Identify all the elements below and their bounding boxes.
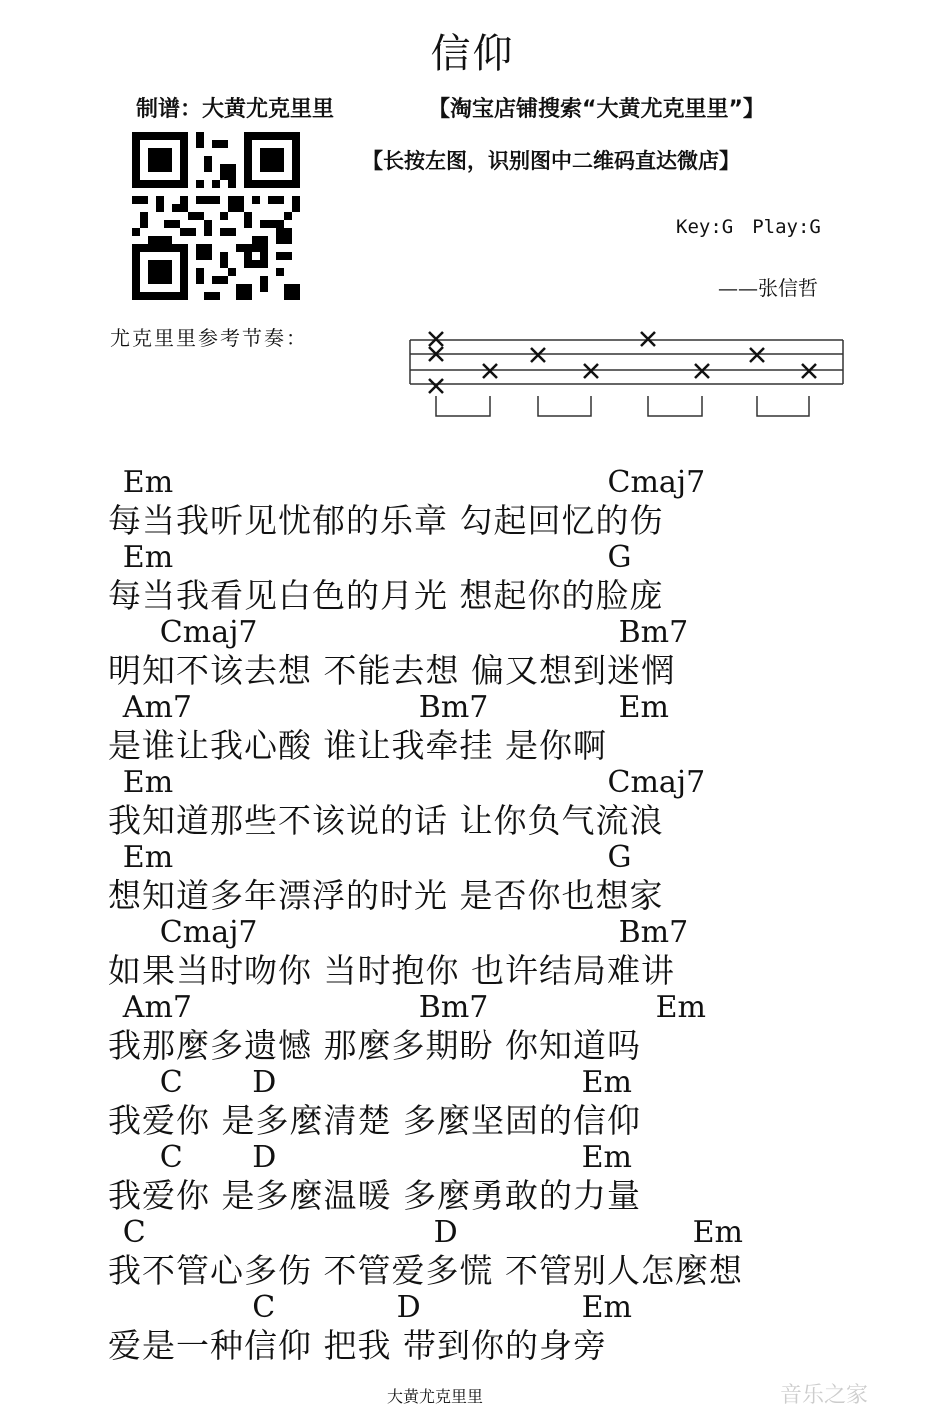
chord-symbol: C [252, 1290, 276, 1325]
lyric-line: 我爱你 是多麼温暖 多麼勇敢的力量 [108, 1176, 641, 1215]
footer-label: 大黄尤克里里 [386, 1387, 483, 1406]
chord-symbol: Em [655, 990, 706, 1025]
chord-symbol: D [252, 1065, 277, 1100]
qr-code-icon[interactable] [132, 132, 300, 300]
lyric-line: 明知不该去想 不能去想 偏又想到迷惘 [108, 651, 675, 690]
sheet-row [0, 1290, 945, 1365]
chord-symbol: D [433, 1215, 458, 1250]
chord-symbol: G [607, 540, 632, 575]
chord-symbol: Cmaj7 [159, 915, 258, 950]
singer-credit: ——张信哲 [718, 276, 818, 300]
sheet-row [0, 1215, 945, 1290]
chord-symbol: Am7 [122, 690, 192, 725]
chord-symbol: D [252, 1140, 277, 1175]
chord-line [0, 690, 945, 724]
sheet-row [0, 1140, 945, 1215]
lyric-line: 我知道那些不该说的话 让你负气流浪 [108, 801, 664, 840]
chord-line [0, 1140, 945, 1174]
sheet-row [0, 615, 945, 690]
sheet-row [0, 840, 945, 915]
chord-symbol: C [159, 1140, 183, 1175]
chord-symbol: Am7 [122, 990, 192, 1025]
shop-search-note: 【淘宝店铺搜索“大黄尤克里里”】 [428, 97, 765, 122]
chord-symbol: Cmaj7 [159, 615, 258, 650]
watermark-logo: 音乐之家 [780, 1383, 869, 1408]
chord-line [0, 465, 945, 499]
sheet-row [0, 990, 945, 1065]
chord-symbol: Bm7 [418, 990, 489, 1025]
chord-line [0, 540, 945, 574]
chord-symbol: Cmaj7 [607, 765, 706, 800]
lyric-line: 想知道多年漂浮的时光 是否你也想家 [108, 876, 664, 915]
chord-symbol: Bm7 [618, 615, 689, 650]
chord-line [0, 1215, 945, 1249]
chord-symbol: Em [581, 1065, 632, 1100]
chord-symbol: Em [122, 540, 174, 575]
lyric-line: 我爱你 是多麼清楚 多麼坚固的信仰 [108, 1101, 641, 1140]
chord-symbol: C [159, 1065, 183, 1100]
chord-symbol: Em [122, 465, 174, 500]
lyric-line: 我那麼多遗憾 那麼多期盼 你知道吗 [108, 1026, 641, 1065]
key-play-info: Key:G Play:G [676, 216, 821, 238]
song-title: 信仰 [430, 31, 515, 77]
chord-line [0, 765, 945, 799]
sheet-row [0, 465, 945, 540]
chord-symbol: Em [122, 765, 174, 800]
sheet-row [0, 1065, 945, 1140]
chord-line [0, 1290, 945, 1324]
rhythm-label: 尤克里里参考节奏： [110, 326, 308, 350]
chord-symbol: Cmaj7 [607, 465, 706, 500]
sheet-row [0, 765, 945, 840]
sheet-row [0, 690, 945, 765]
lyric-line: 是谁让我心酸 谁让我牵挂 是你啊 [108, 726, 607, 765]
chord-symbol: Em [581, 1290, 632, 1325]
lyric-line: 如果当时吻你 当时抱你 也许结局难讲 [108, 951, 675, 990]
lyric-line: 每当我听见忧郁的乐章 勾起回忆的伤 [108, 501, 664, 540]
lyric-line: 爱是一种信仰 把我 带到你的身旁 [108, 1326, 607, 1365]
chord-line [0, 1065, 945, 1099]
lyric-line: 我不管心多伤 不管爱多慌 不管别人怎麼想 [108, 1251, 743, 1290]
chord-symbol: Bm7 [618, 915, 689, 950]
chord-symbol: Bm7 [418, 690, 489, 725]
chord-line [0, 840, 945, 874]
arranger-credit: 制谱：大黄尤克里里 [136, 97, 335, 122]
chord-symbol: D [396, 1290, 421, 1325]
qr-hint: 【长按左图，识别图中二维码直达微店】 [362, 149, 740, 173]
sheet-row [0, 915, 945, 990]
chord-symbol: C [122, 1215, 146, 1250]
chord-line [0, 615, 945, 649]
chord-symbol: Em [618, 690, 669, 725]
lyric-line: 每当我看见白色的月光 想起你的脸庞 [108, 576, 664, 615]
sheet-row [0, 540, 945, 615]
chord-symbol: Em [122, 840, 174, 875]
chord-line [0, 990, 945, 1024]
chord-line [0, 915, 945, 949]
chord-symbol: Em [581, 1140, 632, 1175]
chord-symbol: G [607, 840, 632, 875]
strumming-rhythm-staff [408, 320, 848, 430]
chord-symbol: Em [692, 1215, 743, 1250]
